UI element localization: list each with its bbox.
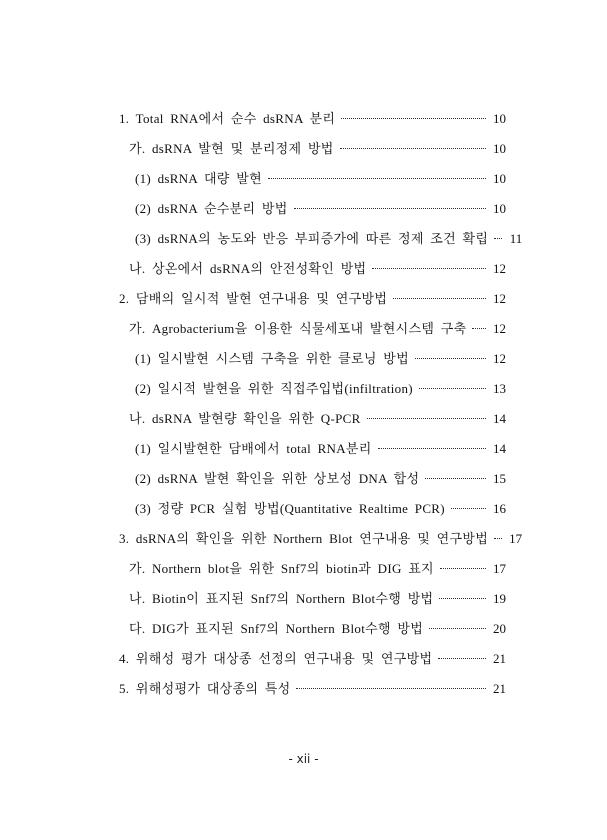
toc-entry-page: 17 xyxy=(509,531,523,546)
toc-entry[interactable] xyxy=(119,254,506,284)
toc-entry-title: 나. 상온에서 dsRNA의 안전성확인 방법 xyxy=(129,261,367,276)
dot-leader xyxy=(341,118,486,119)
dot-leader xyxy=(429,628,486,629)
dot-leader xyxy=(419,388,486,389)
dot-leader xyxy=(340,148,486,149)
dot-leader xyxy=(439,598,486,599)
toc-entry-page: 17 xyxy=(493,561,506,576)
toc-entry-page: 12 xyxy=(493,321,506,336)
toc-entry[interactable] xyxy=(119,104,506,134)
toc-entry[interactable] xyxy=(119,554,506,584)
toc-entry[interactable] xyxy=(119,674,506,704)
toc-entry-page: 10 xyxy=(493,141,506,156)
toc-entry[interactable] xyxy=(119,404,506,434)
toc-entry-page: 12 xyxy=(493,291,506,306)
toc-entry-title: 1. Total RNA에서 순수 dsRNA 분리 xyxy=(119,111,336,126)
toc-entry-title: 2. 담배의 일시적 발현 연구내용 및 연구방법 xyxy=(119,291,388,306)
toc-entry-page: 10 xyxy=(493,111,506,126)
toc-entry-page: 14 xyxy=(493,411,506,426)
toc-entry-page: 13 xyxy=(493,381,506,396)
toc-entry[interactable] xyxy=(119,194,506,224)
dot-leader xyxy=(494,238,502,239)
toc-entry-page: 21 xyxy=(493,651,506,666)
toc-entry[interactable] xyxy=(119,344,506,374)
toc-entry-page: 12 xyxy=(493,351,506,366)
toc-entry-page: 21 xyxy=(493,681,506,696)
dot-leader xyxy=(425,478,486,479)
toc-entry-title: 가. Agrobacterium을 이용한 식물세포내 발현시스템 구축 xyxy=(129,321,467,336)
toc-entry-title: 가. Northern blot을 위한 Snf7의 biotin과 DIG 표지 xyxy=(129,561,434,576)
dot-leader xyxy=(415,358,486,359)
toc-entry[interactable] xyxy=(119,224,523,254)
toc-entry-title: (2) 일시적 발현을 위한 직접주입법(infiltration) xyxy=(135,381,413,396)
dot-leader xyxy=(494,538,502,539)
dot-leader xyxy=(294,208,486,209)
table-of-contents xyxy=(119,104,523,704)
toc-entry-page: 16 xyxy=(493,501,506,516)
toc-entry[interactable] xyxy=(119,584,506,614)
toc-entry-page: 14 xyxy=(493,441,506,456)
toc-entry-title: (3) 정량 PCR 실험 방법(Quantitative Realtime PCR) xyxy=(135,501,445,516)
dot-leader xyxy=(296,688,486,689)
toc-entry[interactable] xyxy=(119,284,506,314)
toc-entry-title: (3) dsRNA의 농도와 반응 부피증가에 따른 정제 조건 확립 xyxy=(135,231,489,246)
toc-entry[interactable] xyxy=(119,494,506,524)
toc-entry[interactable] xyxy=(119,614,506,644)
toc-entry[interactable] xyxy=(119,434,506,464)
toc-entry-page: 19 xyxy=(493,591,506,606)
toc-entry-title: 다. DIG가 표지된 Snf7의 Northern Blot수행 방법 xyxy=(129,621,424,636)
toc-entry-title: 나. Biotin이 표지된 Snf7의 Northern Blot수행 방법 xyxy=(129,591,434,606)
toc-entry-page: 20 xyxy=(493,621,506,636)
toc-entry-page: 10 xyxy=(493,201,506,216)
page-number: - xii - xyxy=(288,752,319,766)
dot-leader xyxy=(367,418,486,419)
toc-entry-title: (1) 일시발현 시스템 구축을 위한 클로닝 방법 xyxy=(135,351,409,366)
toc-entry[interactable] xyxy=(119,314,506,344)
toc-entry-title: 5. 위해성평가 대상종의 특성 xyxy=(119,681,291,696)
toc-entry-page: 12 xyxy=(493,261,506,276)
dot-leader xyxy=(372,268,486,269)
toc-entry[interactable] xyxy=(119,464,506,494)
toc-entry-title: 4. 위해성 평가 대상종 선정의 연구내용 및 연구방법 xyxy=(119,651,433,666)
toc-entry-title: 나. dsRNA 발현량 확인을 위한 Q-PCR xyxy=(129,411,361,426)
toc-entry-title: (1) 일시발현한 담배에서 total RNA분리 xyxy=(135,441,372,456)
dot-leader xyxy=(438,658,486,659)
toc-entry-page: 11 xyxy=(509,231,523,246)
toc-entry[interactable] xyxy=(119,164,506,194)
toc-entry-title: (2) dsRNA 순수분리 방법 xyxy=(135,201,288,216)
toc-entry-page: 10 xyxy=(493,171,506,186)
dot-leader xyxy=(268,178,486,179)
toc-entry[interactable] xyxy=(119,374,506,404)
toc-entry[interactable] xyxy=(119,524,523,554)
toc-entry-title: 가. dsRNA 발현 및 분리정제 방법 xyxy=(129,141,334,156)
toc-entry-title: (1) dsRNA 대량 발현 xyxy=(135,171,262,186)
toc-entry-page: 15 xyxy=(493,471,506,486)
toc-entry[interactable] xyxy=(119,644,506,674)
dot-leader xyxy=(393,298,486,299)
toc-entry[interactable] xyxy=(119,134,506,164)
dot-leader xyxy=(451,508,486,509)
dot-leader xyxy=(472,328,486,329)
toc-entry-title: 3. dsRNA의 확인을 위한 Northern Blot 연구내용 및 연구방법 xyxy=(119,531,489,546)
dot-leader xyxy=(440,568,486,569)
dot-leader xyxy=(378,448,486,449)
toc-entry-title: (2) dsRNA 발현 확인을 위한 상보성 DNA 합성 xyxy=(135,471,420,486)
